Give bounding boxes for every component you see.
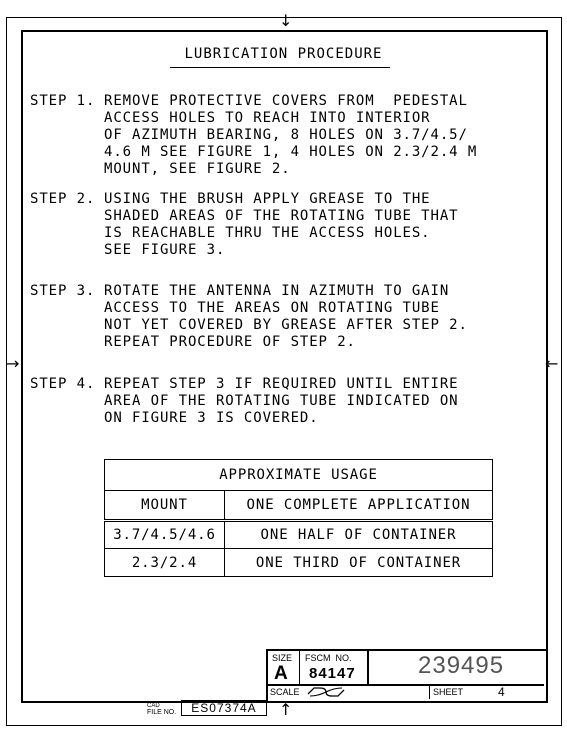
usage-header-application: ONE COMPLETE APPLICATION — [225, 491, 493, 521]
step-line: SEE FIGURE 3. — [104, 242, 226, 258]
step-3-label: STEP 3. — [30, 283, 96, 299]
scale-label: SCALE — [270, 687, 300, 697]
left-center-arrow-icon: → — [6, 354, 20, 373]
file-label-cad: CAD — [147, 703, 160, 709]
step-line: ROTATE THE ANTENNA IN AZIMUTH TO GAIN — [104, 283, 450, 299]
usage-cell-mount: 3.7/4.5/4.6 — [105, 521, 225, 549]
step-line: USING THE BRUSH APPLY GREASE TO THE — [104, 191, 431, 207]
step-line: SHADED AREAS OF THE ROTATING TUBE THAT — [104, 208, 459, 224]
step-line: ACCESS TO THE AREAS ON ROTATING TUBE — [104, 300, 440, 316]
step-line: REPEAT PROCEDURE OF STEP 2. — [104, 334, 356, 350]
usage-table-title: APPROXIMATE USAGE — [105, 460, 493, 491]
step-1-body — [104, 93, 477, 178]
title-block-divider — [367, 649, 369, 684]
usage-cell-mount: 2.3/2.4 — [105, 549, 225, 577]
step-1-label: STEP 1. — [30, 93, 96, 109]
step-line: NOT YET COVERED BY GREASE AFTER STEP 2. — [104, 317, 468, 333]
usage-cell-application: ONE THIRD OF CONTAINER — [225, 549, 493, 577]
size-value: A — [274, 663, 288, 684]
step-4-body — [104, 376, 459, 427]
right-center-arrow-icon: ← — [545, 354, 559, 373]
step-line: REMOVE PROTECTIVE COVERS FROM PEDESTAL — [104, 93, 468, 109]
usage-header-mount: MOUNT — [105, 491, 225, 521]
usage-cell-application: ONE HALF OF CONTAINER — [225, 521, 493, 549]
step-line: MOUNT, SEE FIGURE 2. — [104, 161, 291, 177]
step-line: OF AZIMUTH BEARING, 8 HOLES ON 3.7/4.5/ — [104, 127, 468, 143]
fscm-label: FSCM NO. — [305, 653, 352, 663]
step-line: REPEAT STEP 3 IF REQUIRED UNTIL ENTIRE — [104, 376, 459, 392]
step-2-body — [104, 191, 459, 259]
scale-symbol-icon — [306, 686, 346, 698]
sheet-value: 4 — [498, 685, 505, 699]
title-block-divider — [429, 684, 430, 699]
file-number: ES07374A — [181, 700, 267, 716]
step-3-body — [104, 283, 468, 351]
size-label: SIZE — [272, 653, 293, 663]
table-row — [105, 549, 493, 577]
step-line: AREA OF THE ROTATING TUBE INDICATED ON — [104, 393, 459, 409]
top-center-arrow-icon: ↓ — [279, 11, 293, 30]
step-line: ACCESS HOLES TO REACH INTO INTERIOR — [104, 110, 431, 126]
drawing-number: 239495 — [418, 652, 505, 679]
step-4-label: STEP 4. — [30, 376, 96, 392]
step-2-label: STEP 2. — [30, 191, 96, 207]
step-line: 4.6 M SEE FIGURE 1, 4 HOLES ON 2.3/2.4 M — [104, 144, 478, 160]
sheet-label: SHEET — [433, 687, 464, 697]
usage-table — [104, 459, 493, 577]
table-row — [105, 521, 493, 549]
step-line: ON FIGURE 3 IS COVERED. — [104, 410, 319, 426]
file-label: FILE NO. — [147, 709, 177, 716]
title-underline — [170, 67, 390, 68]
bottom-center-arrow-icon: ↑ — [279, 700, 293, 719]
step-line: IS REACHABLE THRU THE ACCESS HOLES. — [104, 225, 431, 241]
fscm-value: 84147 — [309, 665, 356, 682]
title-block-divider — [299, 649, 300, 684]
page-title: LUBRICATION PROCEDURE — [184, 46, 383, 62]
